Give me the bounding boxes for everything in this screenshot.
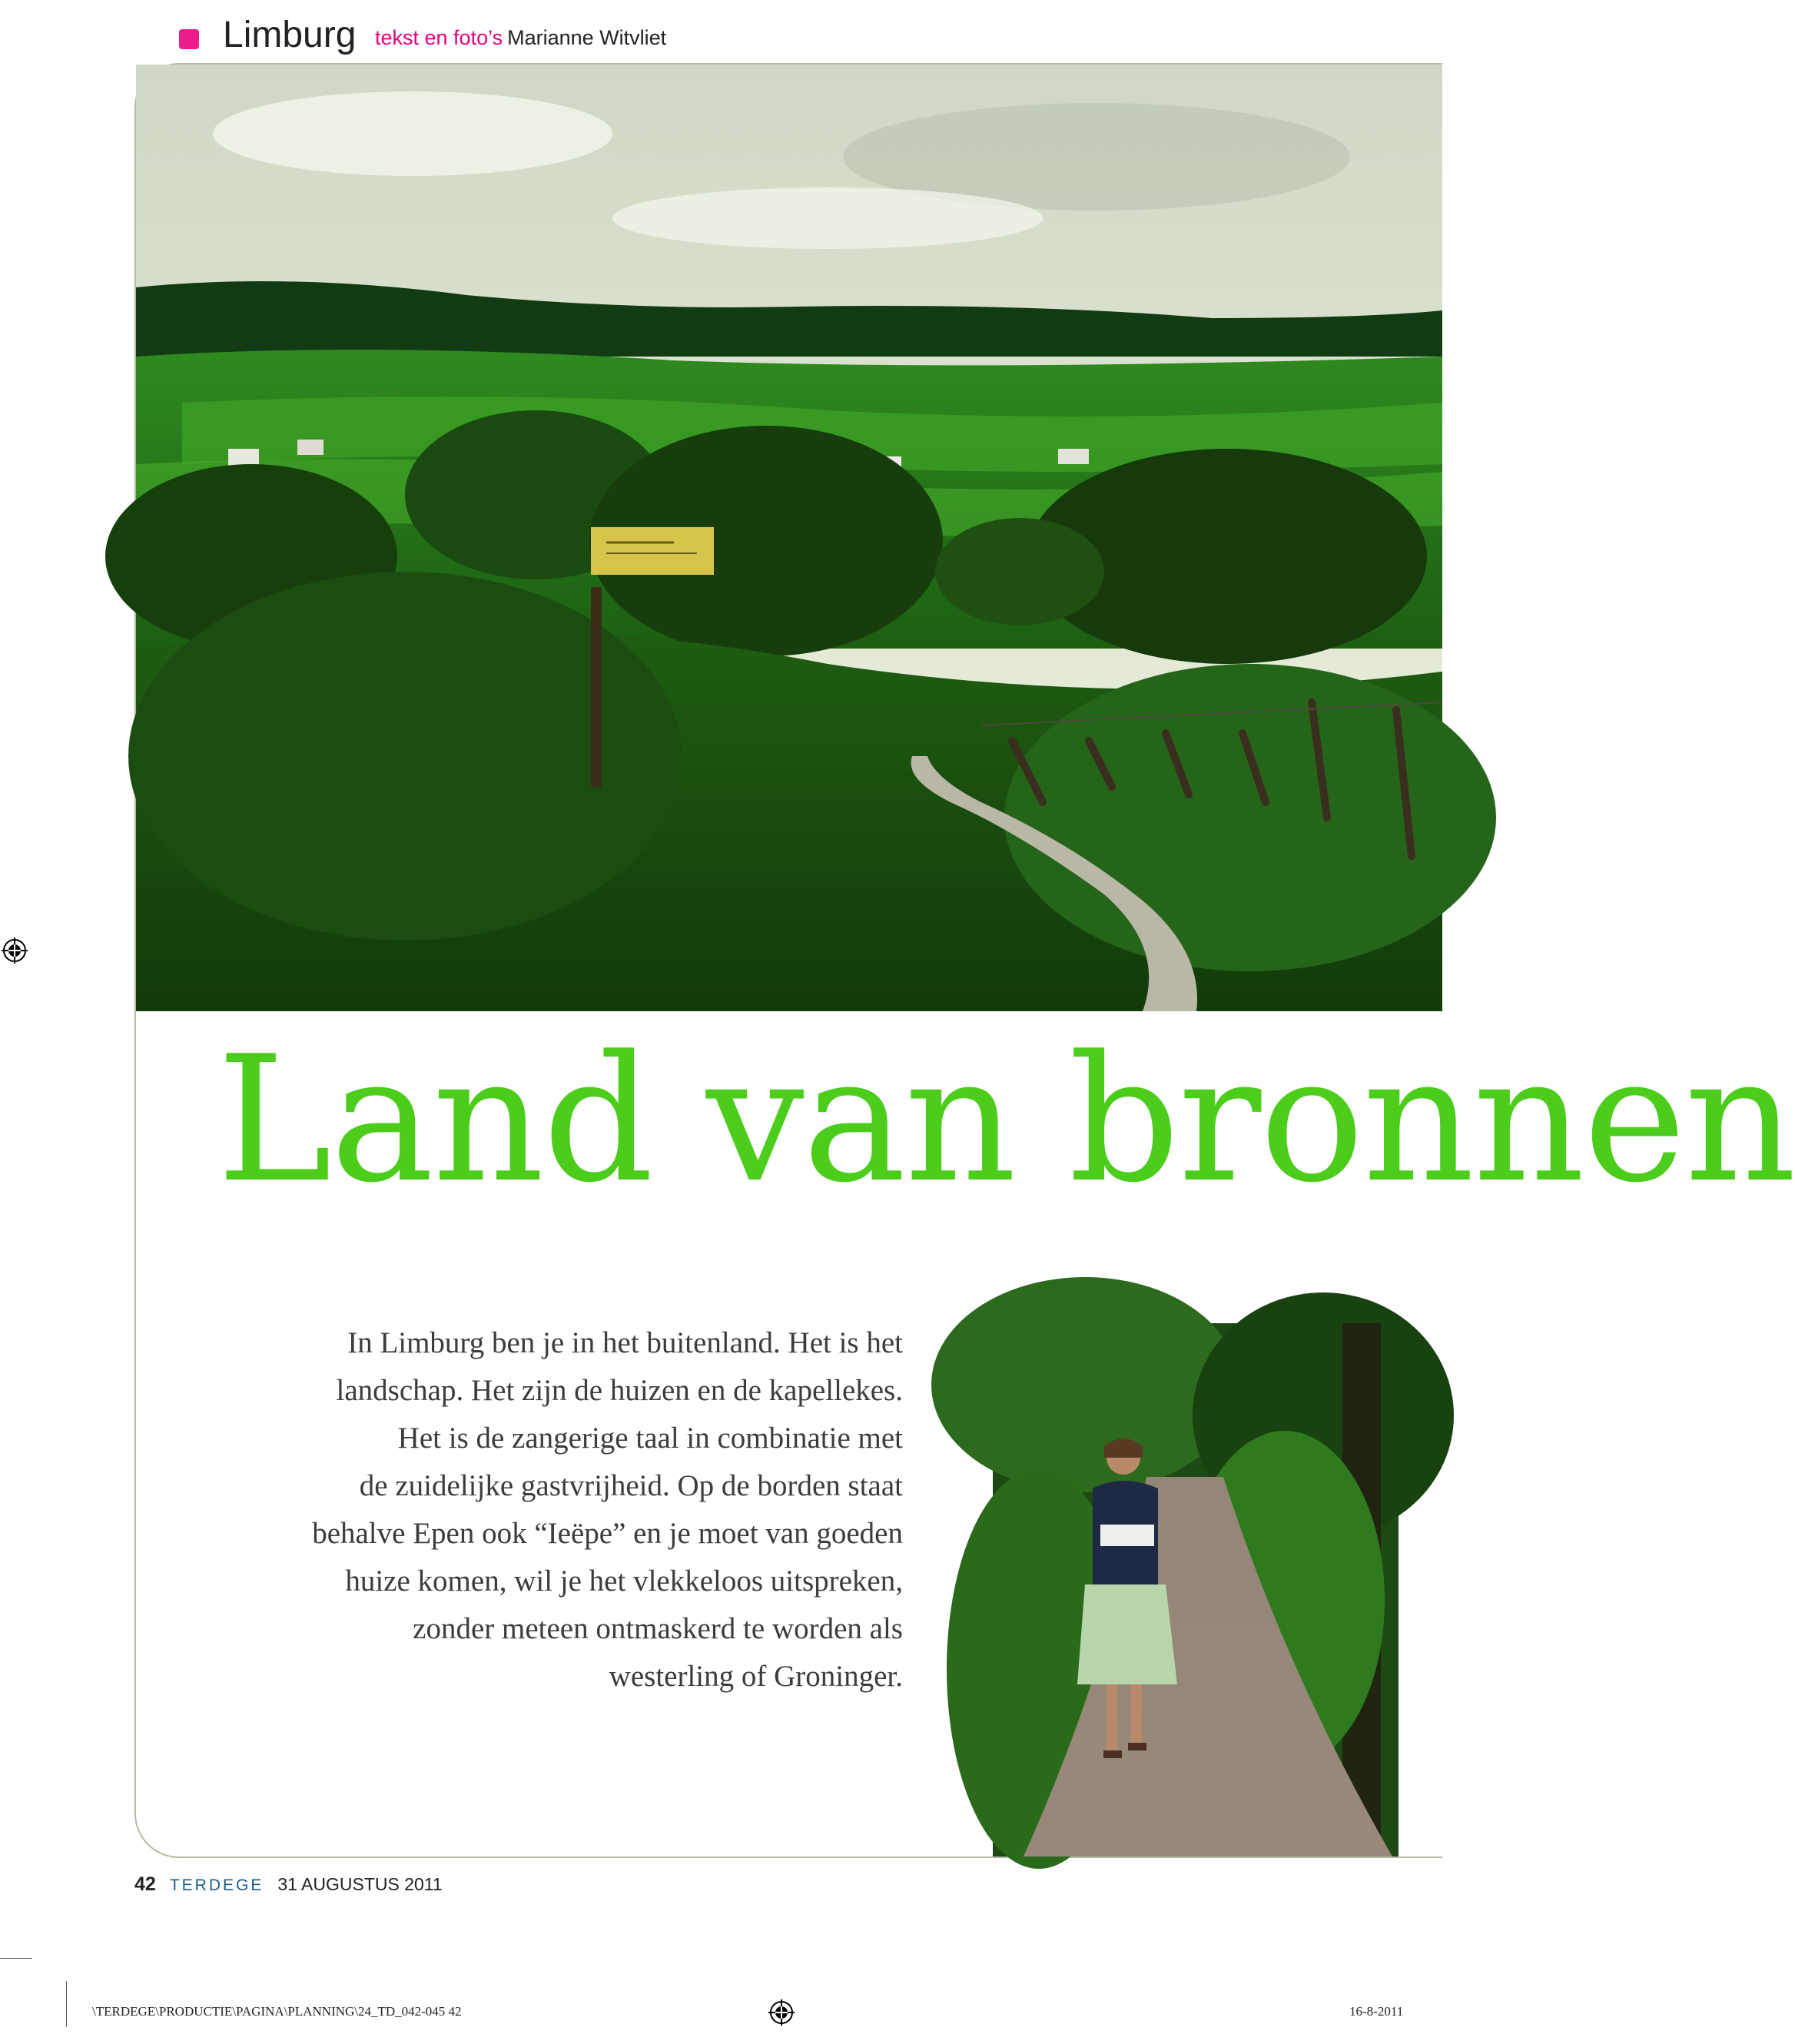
print-slug-path: \TERDEGE\PRODUCTIE\PAGINA\PLANNING\24_TD_042-045 42 (92, 2004, 462, 2019)
inset-photo (993, 1323, 1399, 1857)
hero-photo (136, 65, 1442, 1011)
crop-mark (66, 1981, 67, 2027)
page-footer (134, 1873, 443, 1896)
intro-line: westerling of Groninger. (609, 1660, 903, 1693)
registration-mark-icon (768, 1999, 795, 2026)
intro-line: landschap. Het zijn de huizen en de kapellekes. (336, 1374, 903, 1407)
crop-mark (0, 1958, 32, 1959)
issue-date: 31 AUGUSTUS 2011 (277, 1874, 443, 1894)
magazine-name: TERDEGE (169, 1876, 264, 1894)
registration-mark-icon (2, 937, 28, 964)
intro-line: zonder meteen ontmaskerd te worden als (413, 1612, 903, 1645)
intro-line: behalve Epen ook “Ieëpe” en je moet van goeden (312, 1517, 903, 1550)
intro-line: huize komen, wil je het vlekkeloos uitspreken, (345, 1565, 903, 1598)
intro-line: Het is de zangerige taal in combinatie met (397, 1422, 903, 1455)
byline (375, 26, 666, 50)
intro-paragraph (231, 1319, 903, 1701)
byline-author: Marianne Witvliet (507, 26, 667, 49)
section-marker (179, 29, 199, 49)
print-slug-date: 16-8-2011 (1349, 2004, 1404, 2019)
byline-label: tekst en foto’s (375, 26, 503, 49)
intro-line: In Limburg ben je in het buitenland. Het is het (347, 1326, 903, 1359)
page-number: 42 (134, 1873, 156, 1895)
intro-line: de zuidelijke gastvrijheid. Op de borden staat (359, 1469, 903, 1502)
section-name: Limburg (223, 15, 357, 55)
article-title: Land van bronnen (217, 1019, 1795, 1221)
